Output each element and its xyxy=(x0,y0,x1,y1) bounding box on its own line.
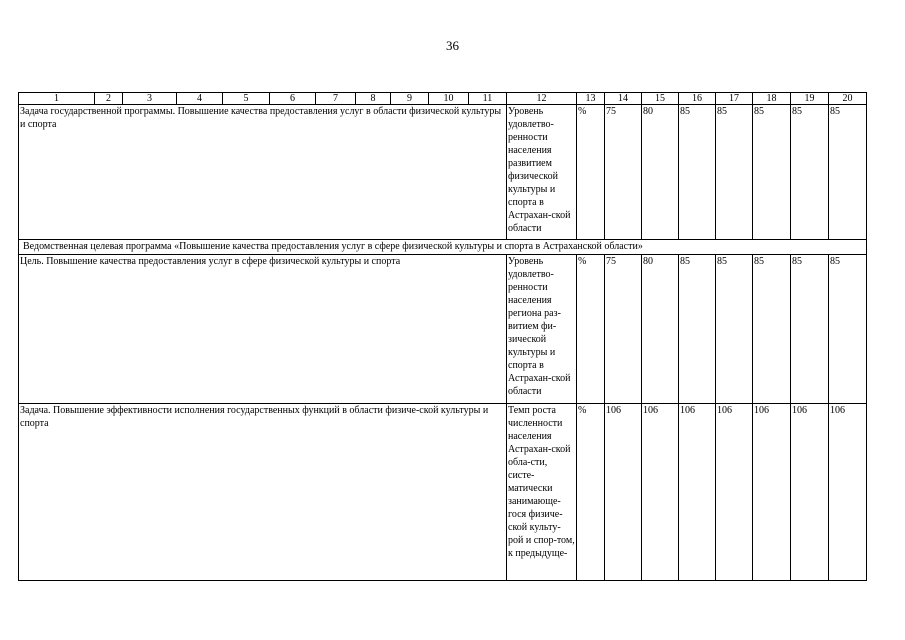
column-header: 14 xyxy=(605,93,642,105)
indicator-cell: Уровень удовлетво-ренности населения региона раз-витием фи-зической культуры и спорта в Астрахан-ской области xyxy=(507,255,577,404)
column-header: 2 xyxy=(95,93,123,105)
column-number-row xyxy=(19,93,867,105)
value-cell: 85 xyxy=(679,255,716,404)
column-header: 8 xyxy=(356,93,391,105)
value-cell: 85 xyxy=(679,105,716,240)
program-row xyxy=(19,240,867,255)
table-row xyxy=(19,105,867,240)
unit-cell: % xyxy=(577,105,605,240)
value-cell: 75 xyxy=(605,105,642,240)
table-row xyxy=(19,404,867,581)
indicators-table xyxy=(18,92,867,581)
value-cell: 80 xyxy=(642,255,679,404)
value-cell: 106 xyxy=(642,404,679,581)
column-header: 11 xyxy=(469,93,507,105)
unit-cell: % xyxy=(577,255,605,404)
column-header: 1 xyxy=(19,93,95,105)
column-header: 7 xyxy=(316,93,356,105)
column-header: 17 xyxy=(716,93,753,105)
value-cell: 85 xyxy=(753,255,791,404)
unit-cell: % xyxy=(577,404,605,581)
column-header: 13 xyxy=(577,93,605,105)
value-cell: 106 xyxy=(753,404,791,581)
goal-cell: Задача. Повышение эффективности исполнения государственных функций в области физиче-ской культуры и спорта xyxy=(19,404,507,581)
value-cell: 106 xyxy=(679,404,716,581)
value-cell: 85 xyxy=(716,105,753,240)
column-header: 20 xyxy=(829,93,867,105)
column-header: 18 xyxy=(753,93,791,105)
value-cell: 85 xyxy=(716,255,753,404)
value-cell: 85 xyxy=(791,105,829,240)
column-header: 5 xyxy=(223,93,270,105)
value-cell: 80 xyxy=(642,105,679,240)
column-header: 16 xyxy=(679,93,716,105)
page-number: 36 xyxy=(446,38,459,53)
column-header: 3 xyxy=(123,93,177,105)
program-title: Ведомственная целевая программа «Повышение качества предоставления услуг в сфере физической культуры и спорта в Астраханской области» xyxy=(19,240,867,255)
goal-cell: Задача государственной программы. Повышение качества предоставления услуг в области физической культуры и спорта xyxy=(19,105,507,240)
value-cell: 106 xyxy=(829,404,867,581)
value-cell: 106 xyxy=(791,404,829,581)
value-cell: 75 xyxy=(605,255,642,404)
value-cell: 106 xyxy=(716,404,753,581)
value-cell: 85 xyxy=(829,255,867,404)
column-header: 6 xyxy=(270,93,316,105)
goal-cell: Цель. Повышение качества предоставления услуг в сфере физической культуры и спорта xyxy=(19,255,507,404)
column-header: 19 xyxy=(791,93,829,105)
table-row xyxy=(19,255,867,404)
column-header: 10 xyxy=(429,93,469,105)
column-header: 9 xyxy=(391,93,429,105)
value-cell: 85 xyxy=(829,105,867,240)
column-header: 15 xyxy=(642,93,679,105)
value-cell: 85 xyxy=(753,105,791,240)
indicator-cell: Темп роста численности населения Астрахан-ской обла-сти, систе-матически занимающе-гося физиче-ской культу-рой и спор-том, к предыдуще- xyxy=(507,404,577,581)
column-header: 12 xyxy=(507,93,577,105)
value-cell: 106 xyxy=(605,404,642,581)
column-header: 4 xyxy=(177,93,223,105)
indicator-cell: Уровень удовлетво-ренности населения развитием физической культуры и спорта в Астрахан-ской области xyxy=(507,105,577,240)
value-cell: 85 xyxy=(791,255,829,404)
